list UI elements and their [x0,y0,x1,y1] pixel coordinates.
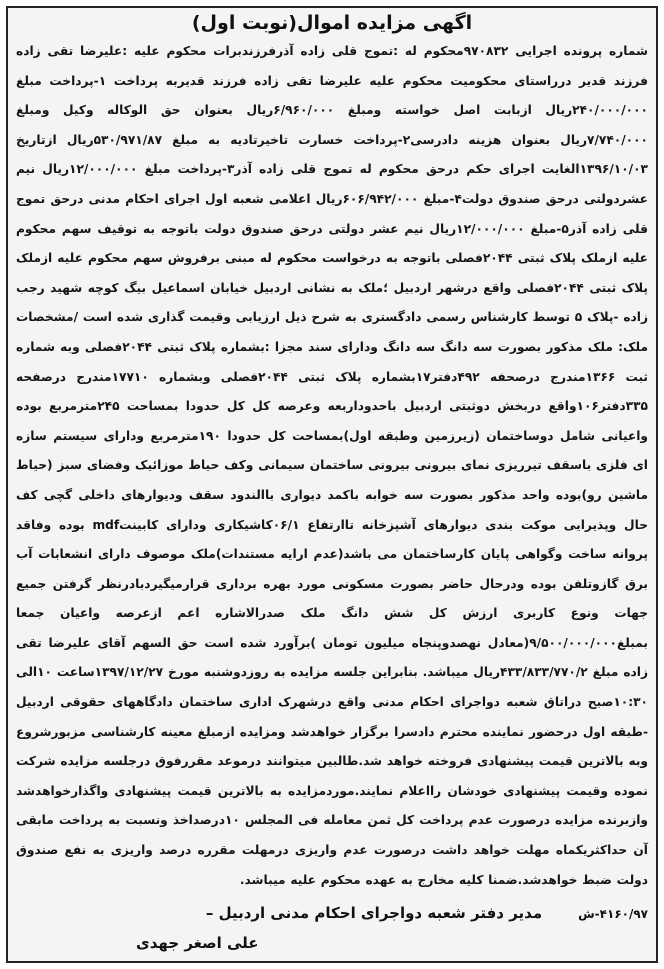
footer-line [16,898,648,929]
signatory-name: علی اصغر جهدی [136,934,259,952]
signature-title: مدیر دفتر شعبه دواجرای احکام مدنی اردبیل – [205,904,543,922]
notice-title: اگهی مزایده اموال(نوبت اول) [191,12,473,34]
notice-footer [16,898,648,957]
notice-body-text: شماره پرونده اجرایی ۹۷۰۸۳۲محکوم له :تموج قلی زاده آذرفرزندبرات محکوم علیه :علیرضا تقی زاده فرزند قدیر درراستای محکومیت محکوم علیه علیرضا تقی زاده فرزند قدیربه پرداخت ۱-پرداخت مبلغ ۲۴۰/۰۰۰/۰۰۰ریال ازبابت اصل خواسته ومبلغ ۶/۹۶۰/۰۰۰ریال بعنوان حق الوکاله وکیل ومبلغ ۷/۷۴۰/۰۰۰ریال بعنوان هزینه دادرسی۲-پرداخت خسارت تاخیرتادیه به مبلغ ۵۳۰/۹۷۱/۸۷ریال ازتاریخ ۱۳۹۶/۱۰/۰۳الغایت اجرای حکم درحق محکوم له تموج قلی زاده آذر۳-پرداخت مبلغ ۱۲/۰۰۰/۰۰۰ریال نیم عشردولتی درحق صندوق دولت۴-مبلغ ۶۰۶/۹۴۲/۰۰۰ریال اعلامی شعبه اول اجرای احکام مدنی درحق تموج قلی زاده آذر۵-مبلغ ۱۲/۰۰۰/۰۰۰ریال نیم عشر دولتی درحق صندوق دولت باتوجه به توقیف سهم محکوم علیه ازملک پلاک ثبتی ۲۰۴۴فصلی باتوجه به درخواست محکوم له مبنی برفروش سهم محکوم علیه ازملک پلاک ثبتی ۲۰۴۴فصلی واقع درشهر اردبیل ؛ملک به نشانی اردبیل خیابان اسماعیل بیگ کوچه شهید رجب زاده -پلاک ۵ توسط کارشناس رسمی دادگستری به شرح ذیل ارزیابی وقیمت گذاری شده است /مشخصات ملک: ملک مذکور بصورت سه دانگ سه دانگ ودارای سند مجزا :بشماره پلاک ثبتی ۲۰۴۴فصلی وبه شماره ثبت ۱۳۶۶مندرج درصحفه ۴۹۲دفتر۱۷بشماره پلاک ثبتی ۲۰۴۴فصلی وبشماره ۱۷۷۱۰مندرج درصفحه ۳۳۵دفتر۱۰۶واقع دربخش دوثبتی اردبیل باحدوداربعه وعرصه کل کل حدودا بمساحت ۲۴۵مترمربع بوده واعیانی شامل دوساختمان (زیرزمین وطبقه اول)بمساحت کل حدودا ۱۹۰مترمربع ودارای سیستم سازه ای فلزی باسقف تیرریزی نمای بیرونی بیرونی ساختمان سیمانی وکف حیاط موزائیک وفضای سبز (حیاط ماشین رو)بوده واحد مذکور بصورت سه خوابه باکمد دیواری باالندود سقف ودیوارهای داخلی گچی کف حال وپذیرایی موکت بندی دیوارهای آشپزخانه تاارتفاع ۰۶/۱کاشیکاری ودارای کابینتmdf بوده وفاقد پروانه ساخت وگواهی پایان کارساختمان می باشد(عدم ارایه مستندات)ملک موصوف دارای انشعابات آب برق گازوتلفن بوده ودرحال حاضر بصورت مسکونی مورد بهره برداری قرارمیگیردبادرنظر گرفتن جمیع جهات ونوع کاربری ارزش کل شش دانگ ملک صدرالاشاره اعم ازعرصه واعیان جمعا بمبلغ۹/۵۰۰/۰۰۰/۰۰۰(معادل نهصدوپنجاه میلیون تومان )برآورد شده است حق السهم آقای علیرضا تقی زاده مبلغ ۴۳۳/۸۳۳/۷۷۰/۲ریال میباشد. بنابراین جلسه مزایده به روزدوشنبه مورخ ۱۳۹۷/۱۲/۲۷ساعت ۱۰الی ۱۰:۳۰صبح دراتاق شعبه دواجرای احکام مدنی واقع درشهرک اداری ساختمان دادگاههای حقوقی اردبیل -طبقه اول درحضور نماینده محترم دادسرا برگزار خواهدشد ومزایده ازمبلغ معینه کارشناسی مزبورشروع وبه بالاترین قیمت پیشنهادی فروخته خواهد شد.طالبین میتوانند درموعد مقررفوق درجلسه مزایده شرکت نموده وقیمت پیشنهادی خودشان رااعلام نمایند.موردمزایده به بالاترین قیمت پیشنهادی واگذارخواهدشد وازبرنده مزایده درصورت عدم پرداخت کل ثمن معامله فی المجلس ۱۰درصداخذ ونسبت به پرداخت مابقی آن حداکثریکماه مهلت خواهد داشت درصورت عدم واریزی درمهلت مقرره درصد واریزی به نفع صندوق دولت ضبط خواهدشد.ضمنا کلیه مخارج به عهده محکوم علیه میباشد. [16,44,649,887]
notice-reference-number: ۴۱۶۰/۹۷-ش [578,907,648,921]
auction-notice [6,6,658,963]
